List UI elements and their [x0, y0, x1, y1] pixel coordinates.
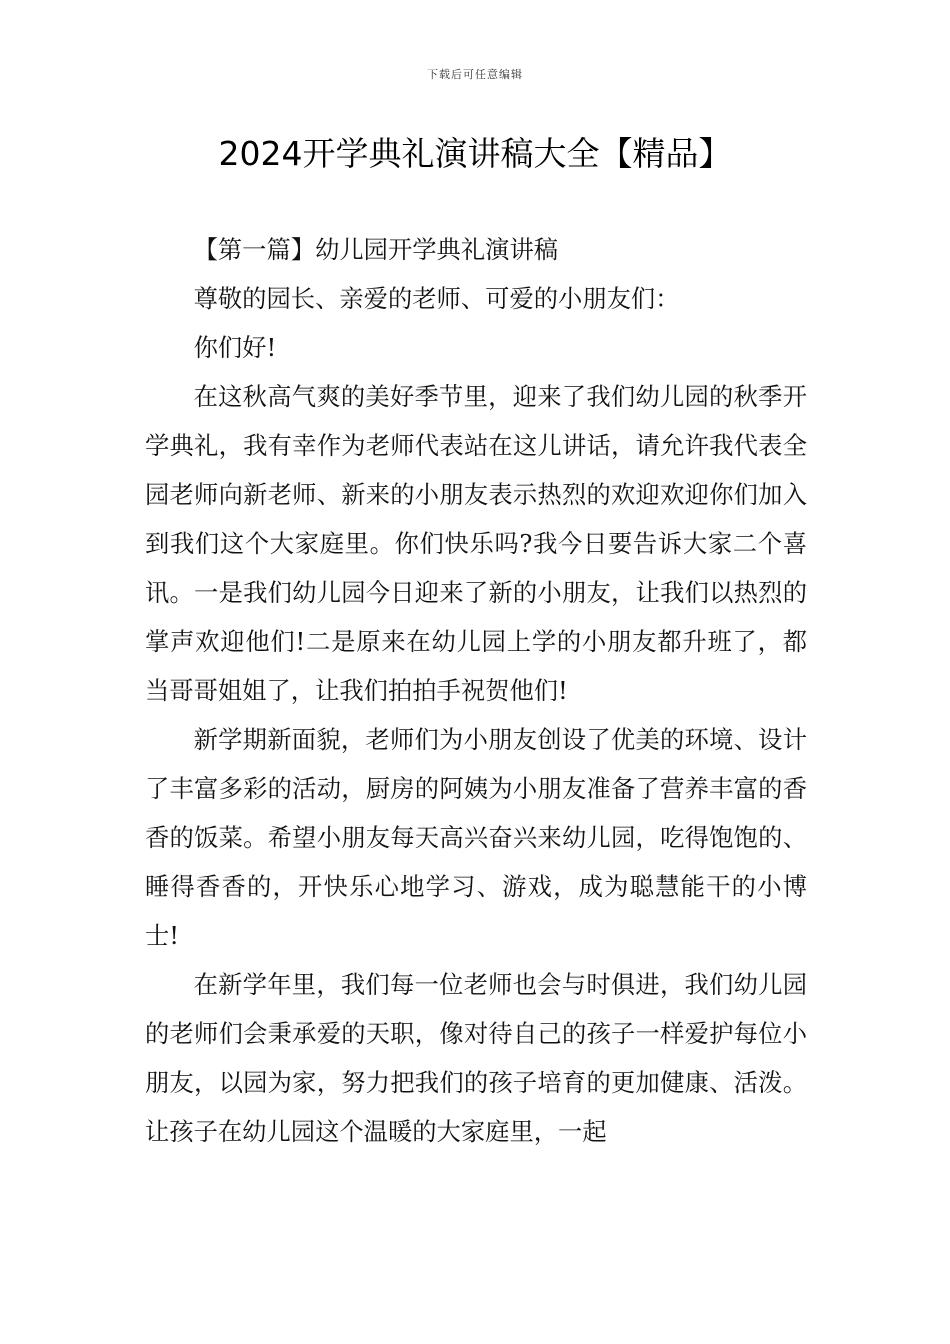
body-paragraph: 在新学年里，我们每一位老师也会与时俱进，我们幼儿园的老师们会秉承爱的天职，像对待自己的孩子一样爱护每位小朋友，以园为家，努力把我们的孩子培育的更加健康、活泼。让孩子在幼儿园这个温暖的大家庭里，一起 [145, 970, 807, 1146]
greeting: 你们好! [193, 333, 277, 362]
page-title: 2024开学典礼演讲稿大全【精品】 [218, 134, 732, 173]
salutation: 尊敬的园长、亲爱的老师、可爱的小朋友们： [193, 284, 680, 313]
body-paragraph: 新学期新面貌，老师们为小朋友创设了优美的环境、设计了丰富多彩的活动，厨房的阿姨为小朋友准备了营养丰富的香香的饭菜。希望小朋友每天高兴奋兴来幼儿园，吃得饱饱的、睡得香香的，开快乐心地学习、游戏，成为聪慧能干的小博士! [145, 725, 807, 950]
body-paragraph: 在这秋高气爽的美好季节里，迎来了我们幼儿园的秋季开学典礼，我有幸作为老师代表站在这儿讲话，请允许我代表全园老师向新老师、新来的小朋友表示热烈的欢迎欢迎你们加入到我们这个大家庭里。你们快乐吗?我今日要告诉大家二个喜讯。一是我们幼儿园今日迎来了新的小朋友，让我们以热烈的掌声欢迎他们!二是原来在幼儿园上学的小朋友都升班了，都当哥哥姐姐了，让我们拍拍手祝贺他们! [145, 382, 807, 705]
header-note: 下载后可任意编辑 [427, 68, 523, 81]
section-heading: 【第一篇】幼儿园开学典礼演讲稿 [193, 235, 559, 264]
document-body [145, 225, 807, 1156]
